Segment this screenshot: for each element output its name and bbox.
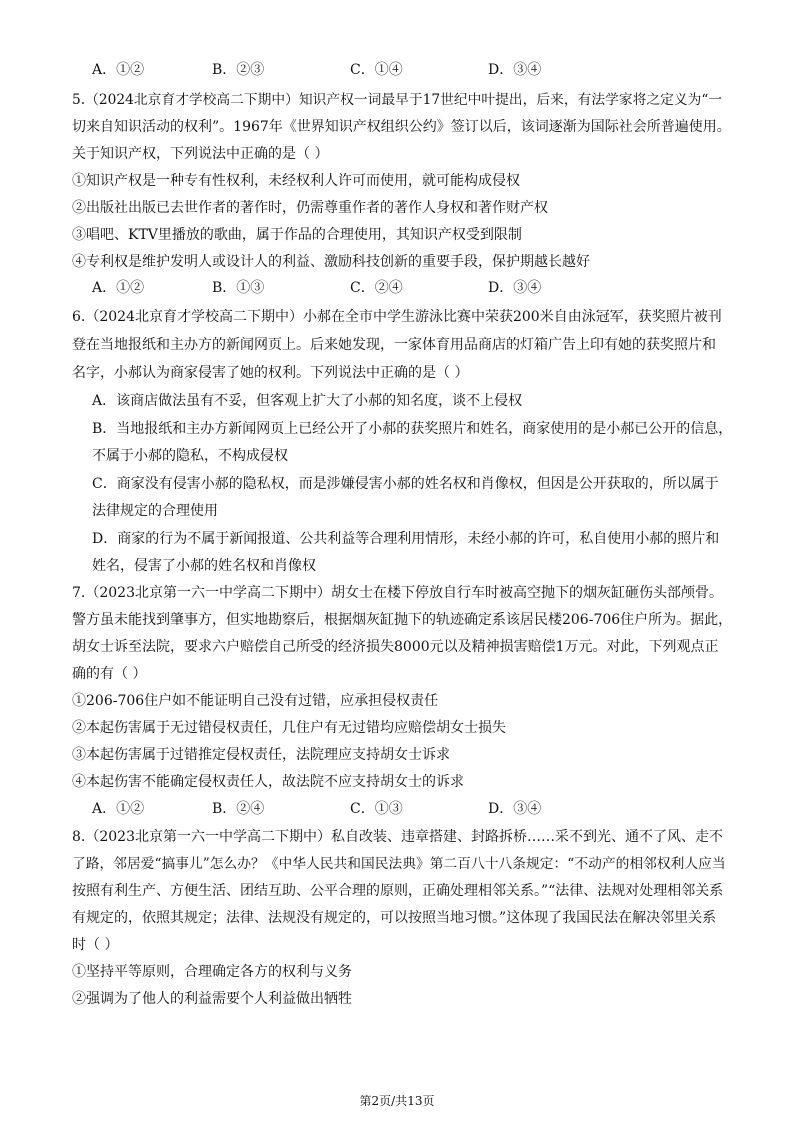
q7-stem-line: 警方虽未能找到肇事方，但实地勘察后，根据烟灰缸抛下的轨迹确定系该居民楼206-706住户所为。据此，	[72, 612, 733, 628]
q5-options	[92, 278, 732, 298]
q4-options	[92, 60, 732, 80]
page-footer: 第2页/共13页	[359, 1094, 435, 1108]
q8-statement: ①坚持平等原则，合理确定各方的权利与义务	[72, 964, 352, 980]
q5-stem-line: 切来自知识活动的权利”。1967年《世界知识产权组织公约》签订以后，该词逐渐为国际社会所普遍使用。	[72, 119, 731, 135]
q5-stem-line: 5.（2024北京育才学校高二下期中）知识产权一词最早于17世纪中叶提出，后来，有法学家将之定义为“一	[72, 92, 723, 108]
q7-stem-line: 7.（2023北京第一六一中学高二下期中）胡女士在楼下停放自行车时被高空抛下的烟灰缸砸伤头部颅骨。	[72, 585, 723, 601]
q5-statement: ①知识产权是一种专有性权利，未经权利人许可而使用，就可能构成侵权	[72, 173, 520, 189]
q8-stem-line: 有规定的，依照其规定；法律、法规没有规定的，可以按照当地习惯。”这体现了我国民法在解决邻里关系	[72, 910, 717, 926]
q5-option-a: A．①②	[92, 280, 145, 296]
q4-option-d: D．③④	[488, 62, 542, 78]
q6-choice-b-cont: 不属于小郝的隐私，不构成侵权	[92, 448, 288, 464]
q7-stem-line: 确的有（ ）	[72, 666, 147, 682]
q6-stem-line: 6.（2024北京育才学校高二下期中）小郝在全市中学生游泳比赛中荣获200米自由泳冠军，获奖照片被刊	[72, 309, 722, 325]
q5-option-d: D．③④	[488, 280, 542, 296]
q7-statement: ③本起伤害属于过错推定侵权责任，法院理应支持胡女士诉求	[72, 747, 450, 763]
q4-option-b: B．②③	[212, 62, 265, 78]
q5-statement: ④专利权是维护发明人或设计人的利益、激励科技创新的重要手段，保护期越长越好	[72, 254, 590, 270]
q6-choice-c: C．商家没有侵害小郝的隐私权，而是涉嫌侵害小郝的姓名权和肖像权，但因是公开获取的，所以属于	[92, 476, 719, 492]
q6-choice-a: A．该商店做法虽有不妥，但客观上扩大了小郝的知名度，谈不上侵权	[92, 393, 523, 409]
q8-stem-line: 了路，邻居爱“搞事儿”怎么办？《中华人民共和国民法典》第二百八十八条规定：“不动产的相邻权利人应当	[72, 856, 726, 872]
q7-option-d: D．③④	[488, 801, 542, 817]
q5-stem-line: 关于知识产权，下列说法中正确的是（ ）	[72, 146, 329, 162]
q7-stem-line: 胡女士诉至法院，要求六户赔偿自己所受的经济损失8000元以及精神损害赔偿1万元。对此，下列观点正	[72, 639, 719, 655]
q7-statement: ②本起伤害属于无过错侵权责任，几住户有无过错均应赔偿胡女士损失	[72, 720, 506, 736]
q7-option-b: B．②④	[212, 801, 265, 817]
q8-stem-line: 时（ ）	[72, 937, 119, 953]
q7-statement: ④本起伤害不能确定侵权责任人，故法院不应支持胡女士的诉求	[72, 774, 464, 790]
q7-option-a: A．①②	[92, 801, 145, 817]
q5-option-c: C．②④	[350, 280, 403, 296]
q7-option-c: C．①③	[350, 801, 403, 817]
q4-option-c: C．①④	[350, 62, 403, 78]
q5-statement: ③唱吧、KTV里播放的歌曲，属于作品的合理使用，其知识产权受到限制	[72, 227, 522, 243]
q8-stem-line: 按照有利生产、方便生活、团结互助、公平合理的原则，正确处理相邻关系。”“法律、法规对处理相邻关系	[72, 883, 724, 899]
q6-choice-b: B．当地报纸和主办方新闻网页上已经公开了小郝的获奖照片和姓名，商家使用的是小郝已公开的信息，	[92, 421, 733, 437]
q6-choice-d-cont: 姓名，侵害了小郝的姓名权和肖像权	[92, 558, 316, 574]
q8-statement: ②强调为了他人的利益需要个人利益做出牺牲	[72, 991, 352, 1007]
q6-choice-c-cont: 法律规定的合理使用	[92, 503, 218, 519]
q5-option-b: B．①③	[212, 280, 265, 296]
q4-option-a: A．①②	[92, 62, 145, 78]
q7-statement: ①206-706住户如不能证明自己没有过错，应承担侵权责任	[72, 693, 439, 709]
q7-options	[92, 799, 732, 819]
q6-choice-d: D．商家的行为不属于新闻报道、公共利益等合理利用情形，未经小郝的许可，私自使用小郝的照片和	[92, 531, 720, 547]
q5-statement: ②出版社出版已去世作者的著作时，仍需尊重作者的著作人身权和著作财产权	[72, 200, 548, 216]
q6-stem-line: 登在当地报纸和主办方的新闻网页上。后来她发现，一家体育用品商店的灯箱广告上印有她的获奖照片和	[72, 337, 716, 353]
q6-stem-line: 名字，小郝认为商家侵害了她的权利。下列说法中正确的是（ ）	[72, 365, 469, 381]
q8-stem-line: 8.（2023北京第一六一中学高二下期中）私自改装、违章搭建、封路拆桥……采不到光、通不了风、走不	[72, 829, 723, 845]
